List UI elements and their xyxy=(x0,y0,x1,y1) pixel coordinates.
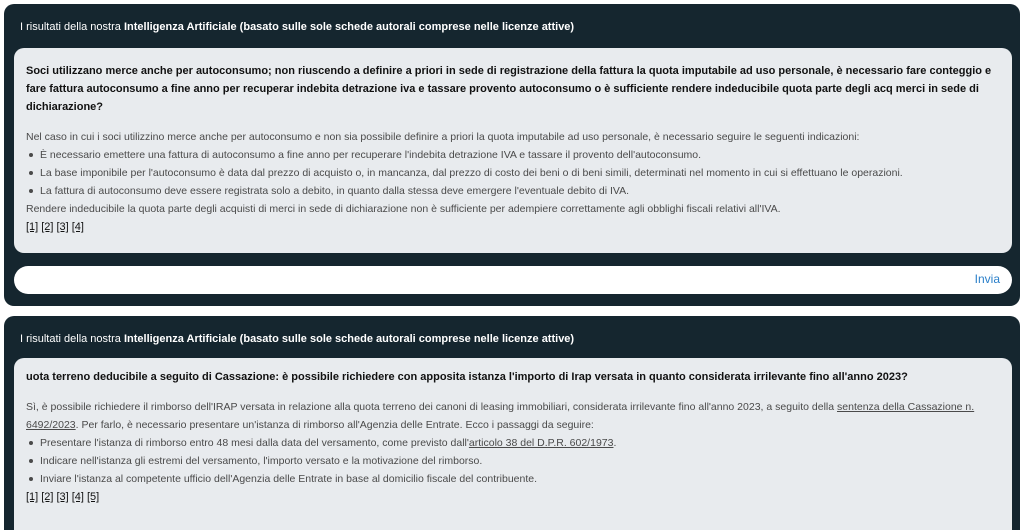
panel-header xyxy=(4,4,1020,46)
answer-bullet xyxy=(26,434,1000,452)
reference-link-2[interactable]: [2] xyxy=(41,491,54,503)
answer-intro xyxy=(26,398,1000,434)
answer-body xyxy=(26,128,1000,218)
header-bold: Intelligenza Artificiale (basato sulle sole schede autorali comprese nelle licenze attive) xyxy=(123,21,575,33)
reference-link-5[interactable]: [5] xyxy=(86,491,100,503)
answer-card xyxy=(14,358,1012,530)
question-text: uota terreno deducibile a seguito di Cassazione: è possibile richiedere con apposita istanza l'importo di Irap versata in quanto considerata irrilevante fino all'anno 2023? xyxy=(26,371,908,383)
answer-bullet: Inviare l'istanza al competente ufficio dell'Agenzia delle Entrate in base al domicilio fiscale del contribuente. xyxy=(26,470,1000,488)
answer-bullet: Indicare nell'istanza gli estremi del versamento, l'importo versato e la motivazione del rimborso. xyxy=(26,452,1000,470)
answer-bullet: La fattura di autoconsumo deve essere registrata solo a debito, in quanto dalla stessa deve emergere l'eventuale debito di IVA. xyxy=(26,182,1000,200)
panel-header xyxy=(4,316,1020,358)
bullet-text: Presentare l'istanza di rimborso entro 48 mesi dalla data del versamento, come previsto dall' xyxy=(40,437,469,449)
answer-bullet: È necessario emettere una fattura di autoconsumo a fine anno per recuperare l'indebita detrazione IVA e tassare il provento dell'autoconsumo. xyxy=(26,146,1000,164)
answer-intro: Nel caso in cui i soci utilizzino merce anche per autoconsumo e non sia possibile definire a priori la quota imputabile ad uso personale, è necessario seguire le seguenti indicazioni: xyxy=(26,131,860,143)
send-button[interactable]: Invia xyxy=(974,272,1000,286)
bullet-text-end: . xyxy=(613,437,617,449)
answer-bullet: La base imponibile per l'autoconsumo è data dal prezzo di acquisto o, in mancanza, dal prezzo di costo dei beni o di beni simili, determinati nel momento in cui si effettuano le operazioni. xyxy=(26,164,1000,182)
question-input[interactable] xyxy=(28,271,932,291)
cassazione-link[interactable]: sentenza della Cassazione n. 6492/2023 xyxy=(26,401,975,431)
header-bold: Intelligenza Artificiale (basato sulle sole schede autorali comprese nelle licenze attive) xyxy=(123,333,575,345)
intro-text-cont: . Per farlo, è necessario presentare un'istanza di rimborso all'Agenzia delle Entrate. Ecco i passaggi da seguire: xyxy=(75,419,594,431)
reference-link-2[interactable]: [2] xyxy=(41,221,54,233)
reference-link-3[interactable]: [3] xyxy=(56,221,69,233)
ai-results-panel-2 xyxy=(4,316,1020,530)
answer-bullet-list xyxy=(26,146,1000,200)
reference-link-4[interactable]: [4] xyxy=(71,491,84,503)
intro-text: Sì, è possibile richiedere il rimborso dell'IRAP versata in relazione alla quota terreno dei canoni di leasing immobiliari, considerata irrilevante fino all'anno 2023, a seguito della xyxy=(26,401,838,413)
question-text: Soci utilizzano merce anche per autoconsumo; non riuscendo a definire a priori in sede di registrazione della fattura la quota imputabile ad uso personale, è necessario fare conteggio e fare fattura autoconsumo a fine anno per recuperar indebita detrazione iva e tassare provento autoconsumo o è sufficiente rendere indeducibile quota parte degli acq merci in sede di dichiarazione? xyxy=(26,65,992,113)
reference-link-1[interactable]: [1] xyxy=(26,491,39,503)
ai-results-panel-1 xyxy=(4,4,1020,306)
header-prefix: I risultati della nostra xyxy=(20,21,121,33)
header-prefix: I risultati della nostra xyxy=(20,333,121,345)
question-input-bar xyxy=(14,266,1012,294)
reference-link-1[interactable]: [1] xyxy=(26,221,39,233)
reference-link-3[interactable]: [3] xyxy=(56,491,69,503)
dpr-article-link[interactable]: articolo 38 del D.P.R. 602/1973 xyxy=(468,437,614,449)
answer-body xyxy=(26,398,1000,488)
answer-card xyxy=(14,48,1012,253)
reference-link-4[interactable]: [4] xyxy=(71,221,84,233)
answer-closing: Rendere indeducibile la quota parte degli acquisti di merci in sede di dichiarazione non è sufficiente per adempiere correttamente agli obblighi fiscali relativi all'IVA. xyxy=(26,203,781,215)
reference-links xyxy=(26,488,1000,506)
reference-links xyxy=(26,218,1000,236)
answer-bullet-list xyxy=(26,434,1000,488)
